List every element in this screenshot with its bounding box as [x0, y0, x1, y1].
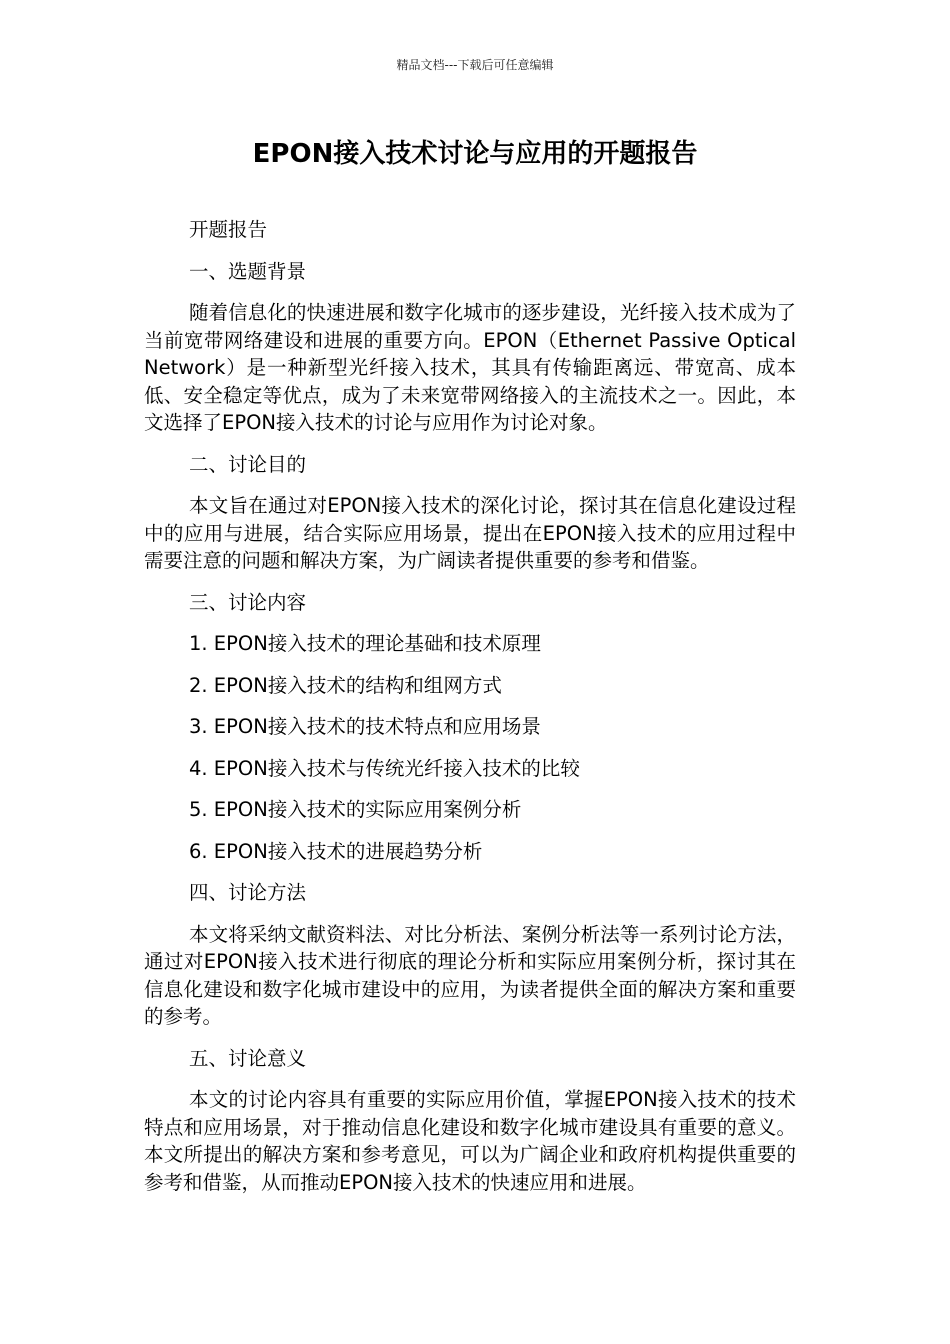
- section-paragraph-background: 随着信息化的快速进展和数字化城市的逐步建设，光纤接入技术成为了当前宽带网络建设和进展的重要方向。EPON（Ethernet Passive Optical Network）是一种新型光纤接入技术，其具有传输距离远、带宽高、成本低、安全稳定等优点，成为了未来宽带网络接入的主流技术之一。因此，本文选择了EPON接入技术的讨论与应用作为讨论对象。: [144, 301, 796, 434]
- section-paragraph-purpose: 本文旨在通过对EPON接入技术的深化讨论，探讨其在信息化建设过程中的应用与进展，结合实际应用场景，提出在EPON接入技术的应用过程中需要注意的问题和解决方案，为广阔读者提供重要的参考和借鉴。: [144, 494, 796, 572]
- section-heading-purpose: 二、讨论目的: [189, 452, 307, 476]
- list-item: 6. EPON接入技术的进展趋势分析: [189, 839, 483, 863]
- document-title: EPON接入技术讨论与应用的开题报告: [252, 139, 698, 169]
- list-item: 5. EPON接入技术的实际应用案例分析: [189, 798, 522, 821]
- section-heading-background: 一、选题背景: [189, 259, 307, 283]
- list-item: 3. EPON接入技术的技术特点和应用场景: [189, 715, 541, 738]
- document-body: [144, 216, 796, 1210]
- section-heading-method: 四、讨论方法: [189, 881, 307, 904]
- content-list: [144, 630, 796, 865]
- header-note: 精品文档---下载后可任意编辑: [396, 58, 554, 72]
- list-item: 4. EPON接入技术与传统光纤接入技术的比较: [189, 756, 580, 780]
- list-item: 1. EPON接入技术的理论基础和技术原理: [189, 632, 541, 655]
- section-heading-content: 三、讨论内容: [189, 590, 307, 614]
- report-label: 开题报告: [189, 218, 268, 241]
- section-paragraph-method: 本文将采纳文献资料法、对比分析法、案例分析法等一系列讨论方法，通过对EPON接入技术进行彻底的理论分析和实际应用案例分析，探讨其在信息化建设和数字化城市建设中的应用，为读者提供全面的解决方案和重要的参考。: [144, 922, 796, 1028]
- section-paragraph-significance: 本文的讨论内容具有重要的实际应用价值，掌握EPON接入技术的技术特点和应用场景，对于推动信息化建设和数字化城市建设具有重要的意义。本文所提出的解决方案和参考意见，可以为广阔企业和政府机构提供重要的参考和借鉴，从而推动EPON接入技术的快速应用和进展。: [144, 1088, 796, 1194]
- section-heading-significance: 五、讨论意义: [189, 1046, 307, 1070]
- list-item: 2. EPON接入技术的结构和组网方式: [189, 673, 502, 697]
